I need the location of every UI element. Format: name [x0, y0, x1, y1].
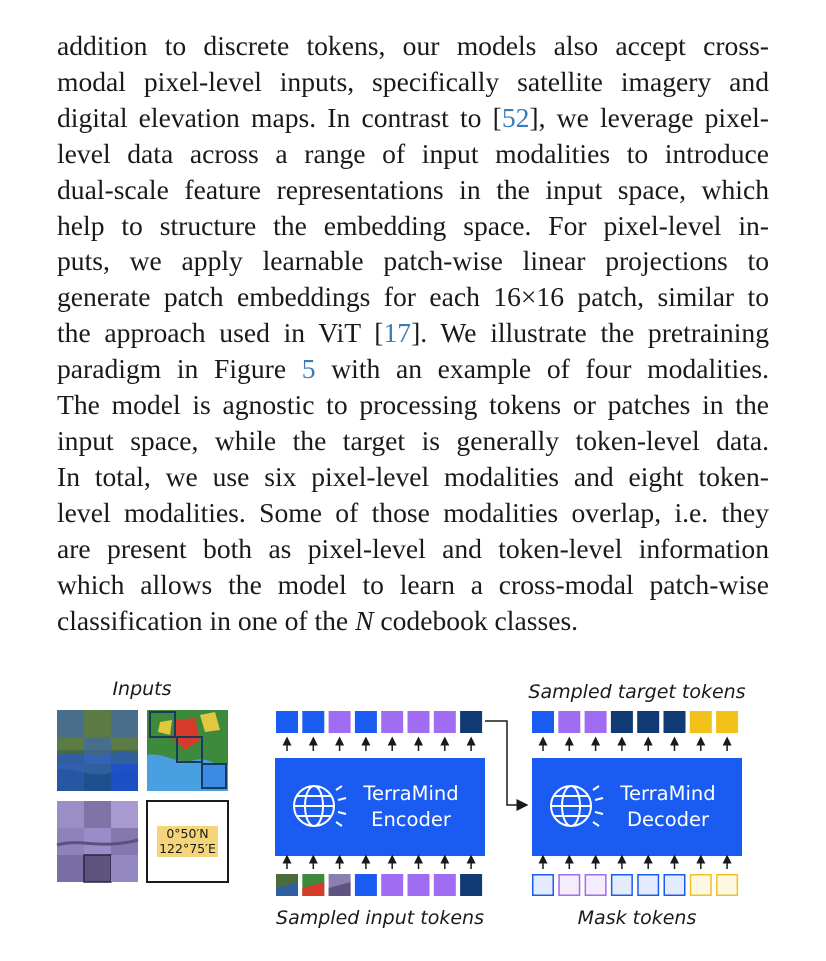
- decoder-title: TerraMind: [620, 782, 716, 805]
- target-token: [558, 711, 580, 733]
- decoder-output-arrows: [543, 741, 727, 751]
- mask-token: [533, 875, 554, 896]
- text-line: paradigm in Figure 5 with an example of four modalities.: [57, 353, 769, 385]
- target-token: [532, 711, 554, 733]
- mask-token: [664, 875, 685, 896]
- body-paragraph: [57, 28, 769, 638]
- text-line: the approach used in ViT [17]. We illustrate the pretraining: [57, 317, 769, 349]
- output-token: [381, 711, 403, 733]
- text-line: digital elevation maps. In contrast to [52], we leverage pixel-: [57, 101, 769, 133]
- sampled-target-tokens: [532, 711, 738, 733]
- terramind-figure: [0, 660, 826, 960]
- inputs-label: Inputs: [112, 678, 172, 700]
- output-token: [329, 711, 351, 733]
- image-patch-token: [276, 874, 298, 896]
- sampled-target-tokens-label: Sampled target tokens: [528, 681, 746, 703]
- text-line: dual-scale feature representations in the input space, which: [57, 173, 769, 205]
- target-token: [611, 711, 633, 733]
- terramind-encoder: [275, 758, 485, 856]
- text-line: puts, we apply learnable patch-wise linear projections to: [57, 245, 769, 277]
- text-line: modal pixel-level inputs, specifically satellite imagery and: [57, 65, 769, 97]
- mask-token: [612, 875, 633, 896]
- decoder-subtitle: Decoder: [626, 808, 710, 831]
- text-line: which allows the model to learn a cross-modal patch-wise: [57, 568, 769, 600]
- citation-link[interactable]: 17: [383, 317, 412, 349]
- image-patch-token: [329, 874, 351, 896]
- target-token: [690, 711, 712, 733]
- target-token: [585, 711, 607, 733]
- text-line: generate patch embeddings for each 16×16 patch, similar to: [57, 281, 769, 313]
- coords-longitude: 122°75′E: [159, 841, 216, 856]
- text-line: help to structure the embedding space. For pixel-level in-: [57, 209, 769, 241]
- target-token: [716, 711, 738, 733]
- target-token: [637, 711, 659, 733]
- text-line: level modalities. Some of those modalities overlap, i.e. they: [57, 496, 769, 528]
- encoder-decoder-connector: [485, 721, 527, 805]
- input-token: [355, 874, 377, 896]
- encoder-output-arrows: [287, 741, 471, 751]
- text-line: level data across a range of input modalities to introduce: [57, 137, 769, 169]
- text-line: In total, we use six pixel-level modalities and eight token-: [57, 460, 769, 492]
- text-line: The model is agnostic to processing tokens or patches in the: [57, 389, 769, 421]
- sampled-input-tokens-label: Sampled input tokens: [276, 907, 484, 929]
- input-token: [460, 874, 482, 896]
- output-token: [434, 711, 456, 733]
- encoder-title: TerraMind: [363, 782, 459, 805]
- output-token: [460, 711, 482, 733]
- mask-tokens: [533, 875, 738, 896]
- mask-token: [559, 875, 580, 896]
- input-token: [434, 874, 456, 896]
- landcover-map-input: [147, 710, 228, 791]
- encoder-subtitle: Encoder: [371, 808, 451, 831]
- text-line: addition to discrete tokens, our models also accept cross-: [57, 30, 769, 61]
- target-token: [664, 711, 686, 733]
- text-line: classification in one of the N codebook classes.: [57, 604, 579, 636]
- mask-token: [717, 875, 738, 896]
- output-token: [355, 711, 377, 733]
- decoder-input-arrows: [543, 859, 727, 869]
- mask-token: [585, 875, 606, 896]
- coords-latitude: 0°50′N: [166, 826, 209, 841]
- text-line: input space, while the target is generally token-level data.: [57, 424, 769, 456]
- coordinates-input: [147, 801, 228, 882]
- figure-link[interactable]: 5: [301, 353, 316, 385]
- image-patch-token: [302, 874, 324, 896]
- output-token: [302, 711, 324, 733]
- output-token: [408, 711, 430, 733]
- citation-link[interactable]: 52: [501, 101, 530, 133]
- mask-tokens-label: Mask tokens: [577, 907, 697, 929]
- elevation-image-input: [57, 801, 138, 882]
- encoder-input-arrows: [287, 859, 471, 869]
- text-line: are present both as pixel-level and token-level information: [57, 532, 769, 564]
- mask-token: [638, 875, 659, 896]
- output-token: [276, 711, 298, 733]
- input-token: [381, 874, 403, 896]
- encoder-output-tokens: [276, 711, 482, 733]
- sampled-input-tokens: [276, 874, 482, 896]
- input-token: [408, 874, 430, 896]
- satellite-image-input: [57, 710, 138, 791]
- mask-token: [691, 875, 712, 896]
- terramind-decoder: [532, 758, 742, 856]
